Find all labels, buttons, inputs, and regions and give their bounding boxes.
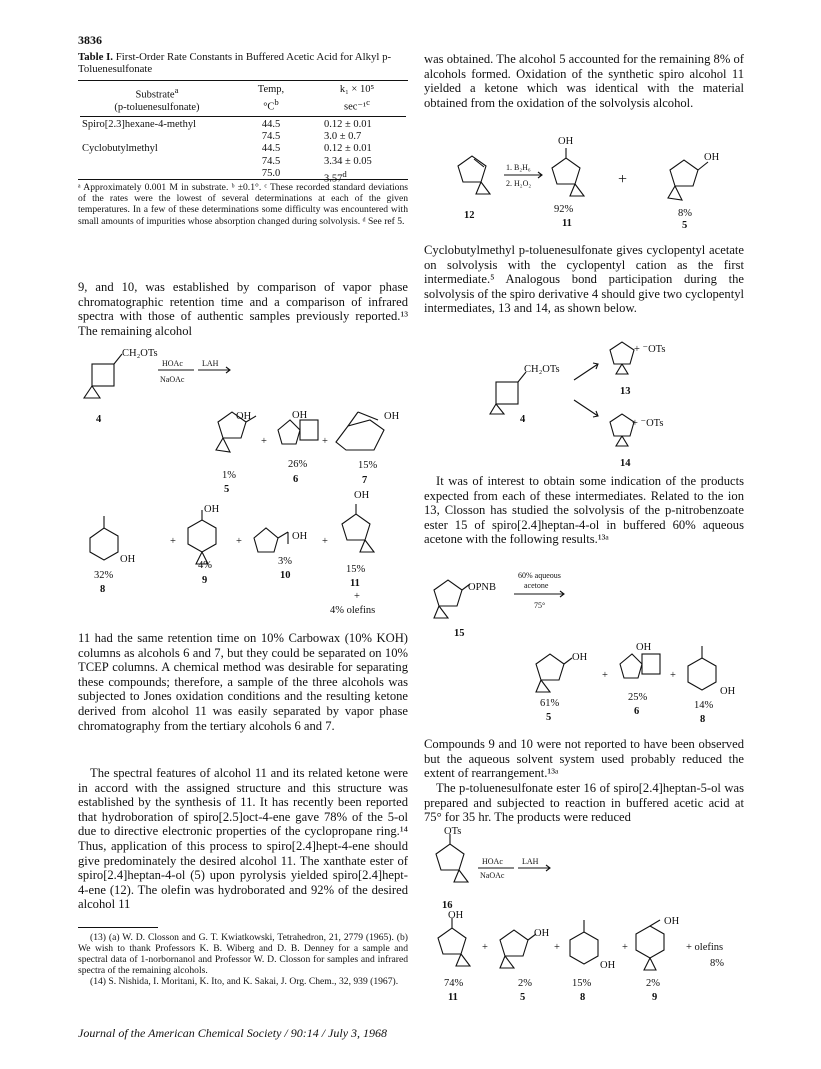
- cell-substrate: Spiro[2.3]hexane-4-methyl: [82, 118, 197, 130]
- table-row: [80, 156, 406, 168]
- reagent-top: 1. B₂H₆: [506, 163, 531, 172]
- pct-11: 15%: [346, 564, 366, 575]
- oh-label: OH: [204, 504, 220, 515]
- sm-label: 4: [96, 414, 102, 425]
- reagent-2: LAH: [202, 359, 219, 368]
- references: [78, 932, 408, 987]
- cell-temp: 75.0: [261, 167, 281, 179]
- compound-12: [458, 156, 490, 221]
- reagent-top: HOAc: [482, 857, 503, 866]
- pct-5: 2%: [518, 978, 532, 989]
- pct-9: 2%: [646, 978, 660, 989]
- pct-7: 15%: [358, 460, 378, 471]
- product-7: [336, 411, 400, 486]
- plus: +: [322, 436, 328, 447]
- pct-5: 1%: [222, 470, 236, 481]
- cell-k: 3.0 ± 0.7: [324, 131, 362, 143]
- left-para-1: 9, and 10, was established by comparison of vapor phase chromatographic retention time and a comparison of infrared spectra with those of authentic samples previously reported.¹³ The remaining alcohol: [78, 280, 408, 338]
- plus: +: [554, 942, 560, 953]
- product-11: [330, 490, 375, 616]
- plus: +: [322, 536, 328, 547]
- header-k: k₁ × 10⁵: [339, 84, 375, 95]
- sm-label: 12: [464, 210, 475, 221]
- num-7: 7: [362, 475, 368, 486]
- num-6: 6: [634, 706, 640, 717]
- oh-label: OH: [120, 554, 136, 565]
- table-caption: [78, 51, 408, 76]
- plus: +: [170, 536, 176, 547]
- reagent-bottom: NaOAc: [480, 871, 505, 880]
- num-9: 9: [652, 992, 658, 1003]
- sm-label: 15: [454, 628, 465, 639]
- cell-temp: 44.5: [261, 143, 281, 155]
- cell-temp: 74.5: [261, 131, 281, 143]
- product-8: [688, 646, 736, 725]
- pct-10: 3%: [278, 556, 292, 567]
- oh-label: OH: [636, 642, 652, 653]
- rate-table: [80, 84, 406, 185]
- product-8: [570, 920, 616, 1003]
- compound-4-structure: [84, 348, 158, 425]
- num-10: 10: [280, 570, 291, 581]
- right-para-4: Compounds 9 and 10 were not reported to have been observed but the aqueous solvent system used probably reduced the extent of rearrangement.¹³ᵃ: [424, 737, 744, 781]
- cell-temp: 44.5: [261, 118, 281, 130]
- header-substrate-sub: (p-toluenesulfonate): [114, 101, 200, 113]
- oh-label: OH: [720, 686, 736, 697]
- oh-label: OH: [572, 652, 588, 663]
- right-para-5: The p-toluenesulfonate ester 16 of spiro[2.4]heptan-5-ol was prepared and subjected to reaction in buffered acetic acid at 75° for 35 hr. The products were reduced: [424, 781, 744, 825]
- num-11: 11: [562, 218, 572, 229]
- cell-substrate: Cyclobutylmethyl: [82, 143, 158, 155]
- compound-15: [434, 580, 496, 639]
- num-8: 8: [580, 992, 586, 1003]
- num-5: 5: [224, 484, 230, 495]
- reagent-bottom: NaOAc: [160, 375, 185, 384]
- plus: +: [618, 171, 628, 188]
- num-9: 9: [202, 575, 208, 586]
- pct-8: 32%: [94, 570, 114, 581]
- oh-label: OH: [600, 960, 616, 971]
- compound-4-structure: [490, 364, 560, 425]
- page-number: 3836: [78, 33, 102, 47]
- table-row: [80, 131, 406, 143]
- pct-9: 4%: [198, 560, 212, 571]
- num-11: 11: [448, 992, 458, 1003]
- plus: +: [354, 591, 360, 602]
- oh-label: OH: [664, 916, 680, 927]
- oh-label: OH: [292, 531, 308, 542]
- table-notes: ᵃ Approximately 0.001 M in substrate. ᵇ ±0.1°. ᶜ These recorded standard deviations of the rates were the lowest of several determinations at each of the given temperatures. In a few of these determinations some difficulty was encountered with small amounts of impurities whose absorption changed during solvolysis. ᵈ See ref 5.: [78, 182, 408, 227]
- table-row: [80, 143, 406, 155]
- reagent-2: LAH: [522, 857, 539, 866]
- sm-group: CH₂OTs: [524, 364, 560, 375]
- sm-group: CH₂OTs: [122, 348, 158, 359]
- pct-8: 14%: [694, 700, 714, 711]
- left-para-3: The spectral features of alcohol 11 and its related ketone were in accord with the assigned structure and this structure was established by the synthesis of 11. It has recently been reported that hydroboration of spiro[2.5]oct-4-ene gave 78% of the 5-ol due to directive electronic properties of the cyclopropane ring.¹⁴ Thus, application of this process to spiro[2.4]hept-4-ene should give predominately the desired alcohol 11. The xanthate ester of spiro[2.4]heptan-4-ol (5) upon pyrolysis yielded spiro[2.4]hept-4-ene (12). The olefin was hydroborated and 92% of the desired alcohol 11: [78, 766, 408, 912]
- table-header-row: Substrate$^a$ (p-toluenesulfonate) Temp, $^\circ C^b$ k₁ × 10⁵ sec⁻¹$^c$: [114, 84, 375, 113]
- cond-3: 75°: [534, 601, 546, 610]
- cell-k: 3.57: [324, 173, 343, 185]
- compound-16: [436, 826, 468, 911]
- reagent-bottom: 2. H₂O₂: [506, 179, 532, 188]
- oh-label: OH: [704, 152, 720, 163]
- pct-5: 61%: [540, 698, 560, 709]
- reagent-top: HOAc: [162, 359, 183, 368]
- scheme-1: [78, 340, 418, 630]
- product-8: [90, 516, 136, 595]
- num-8: 8: [100, 584, 106, 595]
- pct-6: 25%: [628, 692, 648, 703]
- scheme-2: [424, 132, 744, 240]
- header-substrate: Substrate: [135, 89, 175, 101]
- cell-substrate: [80, 131, 234, 143]
- product-9: [636, 916, 680, 1003]
- pct-8: 15%: [572, 978, 592, 989]
- cell-temp: 74.5: [261, 155, 281, 167]
- right-para-2: Cyclobutylmethyl p-toluenesulfonate gives cyclopentyl acetate on solvolysis with the cyclopentyl cation as the first intermediate.⁵ Analogous bond participation during the solvolysis of the spiro derivative 4 should give two cyclopentyl intermediates, 13 and 14, as shown below.: [424, 243, 744, 316]
- plus: +: [670, 670, 676, 681]
- sm-label: 4: [520, 414, 526, 425]
- oh-label: OH: [448, 910, 464, 921]
- ion-13-charge: + ⁻OTs: [634, 344, 666, 355]
- oh-label: OH: [236, 411, 252, 422]
- plus: +: [482, 942, 488, 953]
- cell-k: 0.12 ± 0.01: [324, 143, 372, 155]
- oh-label: OH: [384, 411, 400, 422]
- product-5: [536, 652, 588, 723]
- pct-6: 26%: [288, 459, 308, 470]
- olefins: 4% olefins: [330, 605, 376, 616]
- product-11: [438, 910, 470, 1003]
- cell-substrate: [80, 156, 234, 168]
- plus: +: [602, 670, 608, 681]
- scheme-3: [424, 340, 744, 468]
- table-caption-text: First-Order Rate Constants in Buffered Acetic Acid for Alkyl p-Toluenesulfonate: [78, 51, 392, 76]
- cond-2: acetone: [524, 581, 549, 590]
- ion-14-charge: + ⁻OTs: [632, 418, 664, 429]
- product-9: [188, 504, 220, 586]
- product-5: [500, 928, 550, 1003]
- sm-label: 16: [442, 900, 453, 911]
- cell-k: 3.34 ± 0.05: [324, 155, 372, 167]
- sm-group: OPNB: [468, 582, 497, 593]
- olefins-pct: 8%: [710, 958, 724, 969]
- scheme-4: [424, 568, 744, 730]
- num-5: 5: [682, 220, 688, 231]
- plus: +: [622, 942, 628, 953]
- oh-label: OH: [558, 136, 574, 147]
- num-5: 5: [520, 992, 526, 1003]
- ref-13: (13) (a) W. D. Closson and G. T. Kwiatkowski, Tetrahedron, 21, 2779 (1965). (b) We wish to thank Professors K. B. Wiberg and D. B. Denney for a sample and spectral data of 1-norbornanol and Professor W. D. Closson for samples and infrared spectra of the remaining alcohols.: [78, 932, 408, 977]
- product-11: [552, 136, 584, 229]
- ion-14: [610, 414, 663, 469]
- table-caption-label: Table I.: [78, 51, 114, 63]
- sm-group: OTs: [444, 826, 462, 837]
- right-para-3: It was of interest to obtain some indication of the products expected from each of these intermediates. Related to the ion 13, Closson has studied the solvolysis of the p-nitrobenzoate ester 15 of spiro[2.4]heptan-4-ol in buffered 60% aqueous acetone with the following results.¹³ᵃ: [424, 474, 744, 547]
- num-6: 6: [293, 474, 299, 485]
- plus: +: [236, 536, 242, 547]
- ion-13: [610, 342, 665, 397]
- header-temp-unit: °C: [263, 101, 275, 113]
- oh-label: OH: [292, 410, 308, 421]
- num-5: 5: [546, 712, 552, 723]
- oh-label: OH: [354, 490, 370, 501]
- header-k-unit: sec⁻¹: [344, 101, 367, 113]
- product-10: [254, 528, 308, 581]
- journal-footer: Journal of the American Chemical Society / 90:14 / July 3, 1968: [78, 1026, 388, 1040]
- pct-5: 8%: [678, 208, 692, 219]
- ref-14: (14) S. Nishida, I. Moritani, K. Ito, and K. Sakai, J. Org. Chem., 32, 939 (1967).: [90, 976, 399, 988]
- table-row: 75.0 3.57$^d$: [80, 168, 406, 186]
- ion-14-label: 14: [620, 458, 631, 469]
- pct-11: 74%: [444, 978, 464, 989]
- ion-13-label: 13: [620, 386, 631, 397]
- num-8: 8: [700, 714, 706, 725]
- olefins: + olefins: [686, 942, 724, 953]
- table-row: [80, 119, 406, 131]
- cell-k: 0.12 ± 0.01: [324, 118, 372, 130]
- pct-11: 92%: [554, 204, 574, 215]
- cond-1: 60% aqueous: [518, 571, 561, 580]
- product-5: [668, 152, 720, 231]
- product-6: [278, 410, 318, 485]
- right-para-1: was obtained. The alcohol 5 accounted for the remaining 8% of alcohols formed. Oxidation of the synthetic spiro alcohol 11 yielded a ketone which was identical with the material obtained from the oxidation of the solvolysis alcohol.: [424, 52, 744, 110]
- plus: +: [261, 436, 267, 447]
- oh-label: OH: [534, 928, 550, 939]
- product-6: [620, 642, 660, 717]
- num-11: 11: [350, 578, 360, 589]
- header-temp: Temp,: [257, 84, 285, 95]
- product-5: [216, 411, 256, 495]
- left-para-2: 11 had the same retention time on 10% Carbowax (10% KOH) columns as alcohols 6 and 7, but they could be separated on 10% TCEP columns. A chemical method was desirable for separating these compounds; therefore, a sample of the three alcohols was subjected to Jones oxidation conditions and the resulting ketone derived from alcohol 11 was easily separated by vapor phase chromatography from the tertiary alcohols 6 and 7.: [78, 631, 408, 733]
- scheme-5: [424, 826, 754, 1016]
